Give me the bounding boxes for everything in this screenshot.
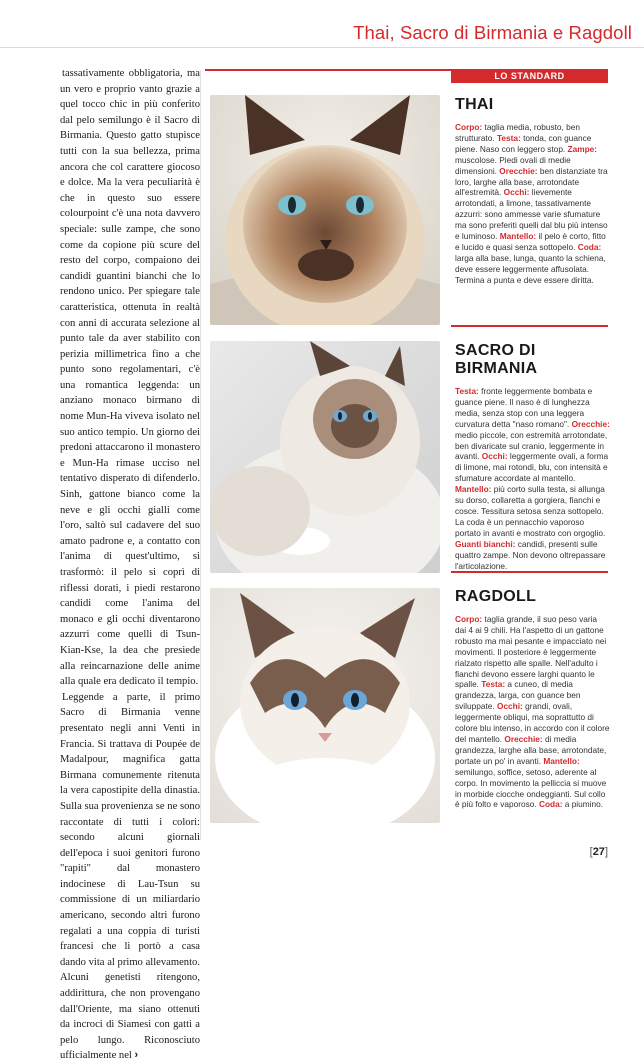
standard-value: semilungo, soffice, setoso, aderente al corpo. In movimento la pelliccia si muove in morbide ciocche ondeggianti. Sul collo è più folto e vaporoso.: [455, 766, 607, 810]
standard-value: grandi, ovali, leggermente obliqui, ma soprattutto di colore blu intenso, in accordo con il colore del mantello.: [455, 701, 610, 744]
ragdoll-cat-photo: [210, 588, 440, 823]
standard-key: Testa:: [481, 679, 506, 690]
standard-key: Testa:: [496, 132, 521, 143]
standard-key: Zampe:: [567, 143, 598, 154]
page-number: [590, 846, 608, 858]
standard-value: leggermente ovali, a forma di limone, mai rotondi, blu, con intensità e sfumature accordate al mantello.: [455, 451, 609, 484]
standard-value: a cuneo, di media grandezza, larga, con guance ben sviluppate.: [455, 679, 581, 712]
standard-value: candidi, presenti sulle quattro zampe. Non devono oltrepassare l'articolazione.: [455, 538, 606, 571]
standard-key: Orecchie:: [571, 418, 610, 429]
standard-key: Coda:: [577, 241, 602, 252]
standard-value: lievemente arrotondati, a limone, tassativamente azzurri: sono ammesse varie sfumature ma sono preferiti quelli dal blu più intenso e luminoso.: [455, 187, 608, 242]
standard-key: Orecchie:: [504, 733, 543, 744]
ragdoll-title: RAGDOLL: [455, 588, 537, 605]
body-paragraph: [60, 690, 200, 1064]
body-paragraph-text: Leggende a parte, il primo Sacro di Birmania venne presentato negli anni Venti in Francia. Si trattava di Poupée de Madalpour, magnifica gatta Birmana comunemente ritenuta la vera capostipite della dinastia. Sulla sua provenienza se ne sono raccontate di tutti i colori: secondo alcuni giornali dell'epoca i suoi genitori furono "rapiti" dal monastero indocinese di Lau-Tsun su commissione di un miliardario americano, secondo altri furono regalati a una coppia di turisti francesi che li portò a casa dando vita al primo allevamento. Alcuni genetisti ritengono, addirittura, che non provengano dall'Oriente, ma siano ottenuti da incroci di Siamesi con gatti a pelo lungo. Riconosciuto ufficialmente nel: [60, 691, 200, 1062]
thai-standard: [455, 96, 610, 286]
page-number-value: 27: [592, 846, 605, 858]
thai-cat-photo: [210, 95, 440, 325]
standard-key: Coda:: [538, 799, 563, 810]
standard-value: taglia grande, il suo peso varia dai 4 ai 9 chili. Ha l'aspetto di un gattone robusto ma mai pesante e impacciato nei movimenti. Il posteriore è leggermente rialzato rispetto alle spalle. Nell'adulto i fianchi devono essere larghi quanto le spalle.: [455, 614, 607, 690]
standard-key: Corpo:: [455, 122, 483, 132]
birmania-cat-photo: [210, 341, 440, 573]
standard-label: LO STANDARD: [451, 69, 608, 83]
thai-description: [455, 122, 610, 286]
standard-key: Mantello:: [455, 484, 492, 495]
standard-value: di media grandezza, larghe alla base, arrotondate, portate un po' in avanti.: [455, 733, 607, 766]
standard-key: Orecchie:: [499, 165, 538, 176]
standard-key: Mantello:: [499, 231, 537, 242]
standard-key: Occhi:: [496, 701, 523, 712]
standard-value: larga alla base, lunga, quanto la schiena, deve essere leggermente affusolata. Termina a punta e deve essere diritta.: [455, 252, 606, 285]
section-rule: [451, 325, 608, 327]
standard-value: taglia media, robusto, ben strutturato.: [455, 122, 580, 143]
standard-value: medio piccole, con estremità arrotondate, ben divaricate sul cranio, leggermente in avanti.: [455, 429, 608, 462]
standard-key: Occhi:: [481, 451, 508, 462]
header-divider: [0, 47, 644, 48]
standard-key: Mantello:: [543, 755, 580, 766]
ragdoll-standard: [455, 588, 610, 810]
section-rule: [451, 571, 608, 573]
birmania-title: SACRO DI BIRMANIA: [455, 342, 538, 377]
standard-key: Corpo:: [455, 614, 483, 624]
standard-key: Testa:: [455, 386, 479, 396]
standard-value: muscolose. Piedi ovali di medie dimensioni.: [455, 154, 571, 176]
birmania-standard: [455, 342, 610, 571]
column-divider: [200, 70, 201, 840]
standard-value: ben distanziate tra loro, larghe alla base, arrotondate all'estremità.: [455, 165, 608, 198]
standard-value: tonda, con guance piene. Naso con leggero stop.: [455, 132, 592, 154]
standard-value: a piumino.: [562, 799, 604, 810]
standard-value: più corto sulla testa, si allunga su dorso, collaretta a gorgiera, fianchi e cosce. Tessitura setosa senza sottopelo. La coda è un pennacchio vaporoso portato in avanti e mostrato con orgoglio.: [455, 484, 606, 538]
standard-key: Guanti bianchi:: [455, 538, 516, 549]
standard-key: Occhi:: [503, 187, 530, 198]
continue-arrow-icon: ›: [134, 1049, 139, 1062]
running-header: Thai, Sacro di Birmania e Ragdoll: [353, 22, 632, 43]
page-bracket-close: ]: [604, 846, 608, 858]
birmania-description: [455, 386, 610, 571]
ragdoll-description: [455, 614, 610, 810]
body-paragraph: tassativamente obbligatoria, ma un vero e proprio vanto grazie a quel tocco chic in più conferito dal pelo semilungo è il Sacro di Birmania. Questo gatto stupisce tutti con la sua bellezza, prima ancora che col carattere giocoso e dolce. Ma la vera peculiarità è che in questo suo essere colourpoint c'è una nota davvero speciale: sulle zampe, che sono come da copione più scure del resto del corpo, compaiono dei candidi guantini bianchi che lo rendono unico. Per spiegare tale caratteristica, ottenuta in realtà con anni di accurata selezione al punto tale da aver stabilito con perizia millimetrica fino a che punto sono regolamentari, c'è una romantica leggenda: un anziano monaco birmano di nome Mun-Ha viveva isolato nel suo antico tempio. Un giorno dei predoni attaccarono il monastero e Mun-Ha rimase ucciso nel tentativo disperato di difenderlo. Sinh, gattone bianco come la neve e gli occhi gialli come l'oro, saltò sul cadavere del suo amato padrone e, a contatto con l'anima di quest'ultimo, si trasformò: il pelo si coprì di riflessi dorati, i piedi restarono candidi come l'anima del monaco e gli occhi diventarono azzurri come quelli di Tsun-Kian-Kse, la dea che presiede alla reincarnazione delle anime alla quale era dedicato il tempio.: [60, 68, 200, 688]
thai-title: THAI: [455, 96, 494, 113]
standard-value: il pelo è corto, fitto e lucido e quasi senza sottopelo.: [455, 231, 606, 252]
page-bracket-open: [: [589, 846, 593, 858]
article-body: [60, 66, 200, 1064]
standard-value: fronte leggermente bombata e guance piene. Il naso è di lunghezza media, senza stop con una leggera curvatura detta "naso romano".: [455, 386, 593, 429]
